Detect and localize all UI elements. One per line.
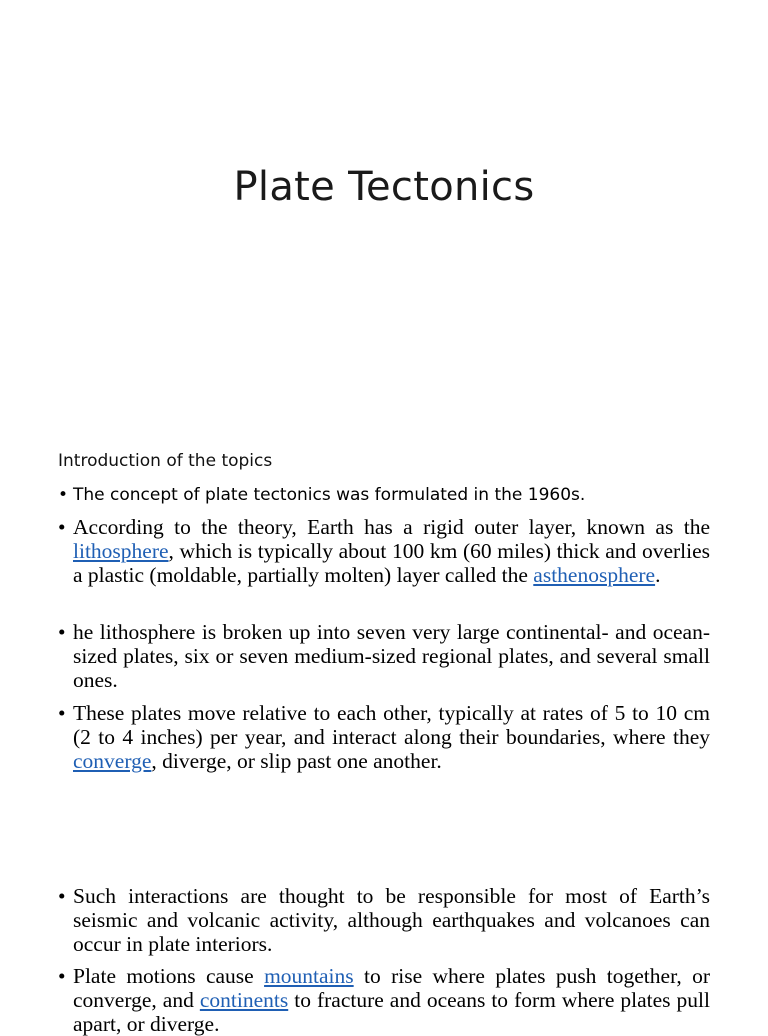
bullet-text: Such interactions are thought to be responsible for most of Earth’s seismic and volcanic activity, although earthquakes and volcanoes can occur in plate interiors.	[73, 884, 710, 956]
text-run: Plate motions cause	[73, 964, 265, 988]
link-converge[interactable]: converge	[73, 749, 152, 773]
text-run: to rise where plates push together, or converge, and	[73, 964, 710, 1012]
link-asthenosphere[interactable]: asthenosphere	[533, 563, 656, 587]
slide-title: Plate Tectonics	[233, 164, 535, 210]
text-run: , which is typically about 100 km (60 miles) thick and overlies a plastic (moldable, partially molten) layer called the	[73, 539, 710, 587]
bullet-text	[73, 701, 710, 773]
bullet-item	[58, 701, 710, 773]
bullet-marker: •	[58, 515, 66, 539]
text-run: , diverge, or slip past one another.	[151, 749, 442, 773]
bullet-item	[58, 964, 710, 1036]
bullet-marker: •	[58, 485, 69, 505]
text-run: .	[655, 563, 661, 587]
bullet-item	[58, 884, 710, 956]
section-intro: Introduction of the topics	[58, 451, 273, 471]
bullet-text: The concept of plate tectonics was formulated in the 1960s.	[73, 485, 586, 505]
bullet-marker: •	[58, 884, 66, 908]
bullet-text: he lithosphere is broken up into seven very large continental- and ocean-sized plates, six or seven medium-sized regional plates, and several small ones.	[73, 620, 710, 692]
bullet-text	[73, 515, 710, 587]
text-run: These plates move relative to each other, typically at rates of 5 to 10 cm (2 to 4 inches) per year, and interact along their boundaries, where they	[73, 701, 710, 749]
link-mountains[interactable]: mountains	[264, 964, 354, 988]
bullet-item	[58, 483, 710, 507]
text-run: According to the theory, Earth has a rigid outer layer, known as the	[73, 515, 710, 539]
bullet-item	[58, 620, 710, 692]
bullet-marker: •	[58, 964, 66, 988]
bullet-item	[58, 515, 710, 587]
bullet-marker: •	[58, 701, 66, 725]
text-run: to fracture and oceans to form where plates pull apart, or diverge.	[73, 988, 710, 1036]
bullet-marker: •	[58, 620, 66, 644]
link-lithosphere[interactable]: lithosphere	[73, 539, 169, 563]
link-continents[interactable]: continents	[199, 988, 289, 1012]
bullet-text	[73, 964, 710, 1036]
